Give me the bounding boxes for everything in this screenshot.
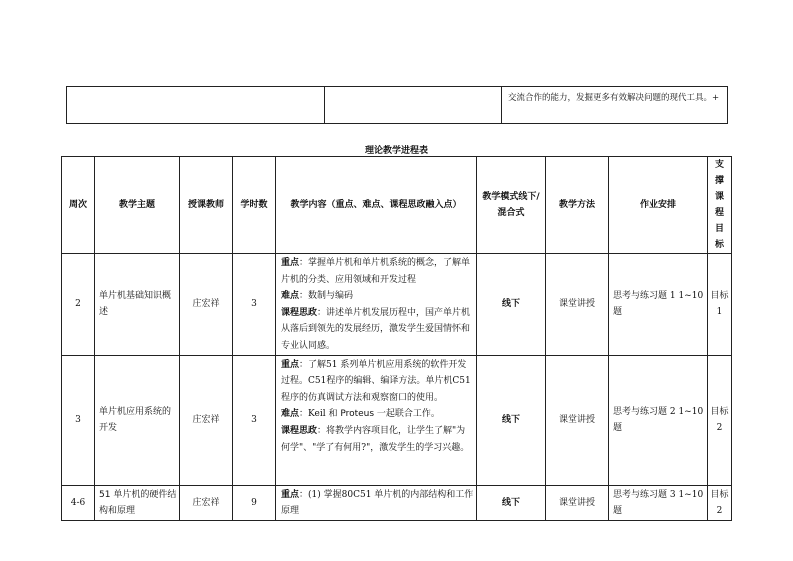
header-week: 周次 <box>62 157 95 254</box>
header-mode: 教学模式线下/混合式 <box>477 157 546 254</box>
schedule-table <box>61 156 732 521</box>
cell-hours: 3 <box>233 355 276 485</box>
key-text: ：了解51 系列单片机应用系统的软件开发过程。C51程序的编辑、编译方法。单片机C51程序的仿真调试方法和观察窗口的使用。 <box>281 359 471 403</box>
key-text: ：(1) 掌握80C51 单片机的内部结构和工作原理 <box>281 489 474 517</box>
continuation-table <box>66 86 728 124</box>
cell-method: 课堂讲授 <box>546 485 609 520</box>
cell-homework: 思考与练习题 3 1~10 题 <box>609 485 708 520</box>
cell-teacher: 庄宏祥 <box>180 485 233 520</box>
header-row <box>62 157 732 254</box>
cell-method: 课堂讲授 <box>546 355 609 485</box>
difficulty-label: 难点 <box>281 291 300 302</box>
key-text: ：掌握单片机和单片机系统的概念，了解单片机的分类、应用领域和开发过程 <box>281 258 471 285</box>
cell-mode: 线下 <box>477 254 546 356</box>
cell-mode: 线下 <box>477 355 546 485</box>
cont-cell-2 <box>325 87 502 124</box>
header-goal: 支撑课程目标 <box>708 157 732 254</box>
cell-content <box>276 254 477 356</box>
cell-week: 2 <box>62 254 95 356</box>
header-content: 教学内容（重点、难点、课程思政融入点） <box>276 157 477 254</box>
key-label: 重点 <box>281 258 300 268</box>
cell-teacher: 庄宏祥 <box>180 355 233 485</box>
cell-goal: 目标 2 <box>708 485 732 520</box>
table-row <box>62 355 732 485</box>
cell-homework: 思考与练习题 2 1~10 题 <box>609 355 708 485</box>
cell-topic: 单片机基础知识概述 <box>95 254 180 356</box>
header-method: 教学方法 <box>546 157 609 254</box>
table-row <box>62 254 732 356</box>
cell-teacher: 庄宏祥 <box>180 254 233 356</box>
difficulty-text-bold: Proteus <box>340 409 375 420</box>
cell-content <box>276 355 477 485</box>
cell-method: 课堂讲授 <box>546 254 609 356</box>
cont-cell-text: 交流合作的能力，发掘更多有效解决问题的现代工具。+ <box>508 93 720 103</box>
difficulty-text: ：数制与编码 <box>299 291 354 302</box>
header-homework: 作业安排 <box>609 157 708 254</box>
cell-topic: 51 单片机的硬件结构和原理 <box>95 485 180 520</box>
header-topic: 教学主题 <box>95 157 180 254</box>
cell-topic: 单片机应用系统的开发 <box>95 355 180 485</box>
header-hours: 学时数 <box>233 157 276 254</box>
cell-goal: 目标 1 <box>708 254 732 356</box>
header-teacher: 授课教师 <box>180 157 233 254</box>
cell-content <box>276 485 477 520</box>
table-title: 理论教学进程表 <box>364 146 428 156</box>
ideology-label: 课程思政 <box>281 425 318 436</box>
cell-homework: 思考与练习题 1 1~10 题 <box>609 254 708 356</box>
ideology-text: ：将教学内容项目化，让学生了解"为何学"、"学了有何用?"，激发学生的学习兴趣。 <box>281 425 470 453</box>
cell-hours: 3 <box>233 254 276 356</box>
cell-hours: 9 <box>233 485 276 520</box>
table-row <box>62 485 732 520</box>
cell-mode: 线下 <box>477 485 546 520</box>
difficulty-text-post: 一起联合工作。 <box>374 409 440 420</box>
difficulty-label: 难点 <box>281 409 300 420</box>
cont-cell-1 <box>67 87 325 124</box>
difficulty-text-pre: ：Keil 和 <box>299 409 341 420</box>
cont-cell-3 <box>502 87 728 124</box>
ideology-label: 课程思政 <box>281 307 318 318</box>
key-label: 重点 <box>281 359 300 370</box>
cell-week: 3 <box>62 355 95 485</box>
key-label: 重点 <box>281 489 300 500</box>
cell-goal: 目标 2 <box>708 355 732 485</box>
cell-week: 4-6 <box>62 485 95 520</box>
ideology-text: ：讲述单片机发展历程中，国产单片机从落后到领先的发展经历，激发学生爱国情怀和专业认同感。 <box>281 307 471 351</box>
